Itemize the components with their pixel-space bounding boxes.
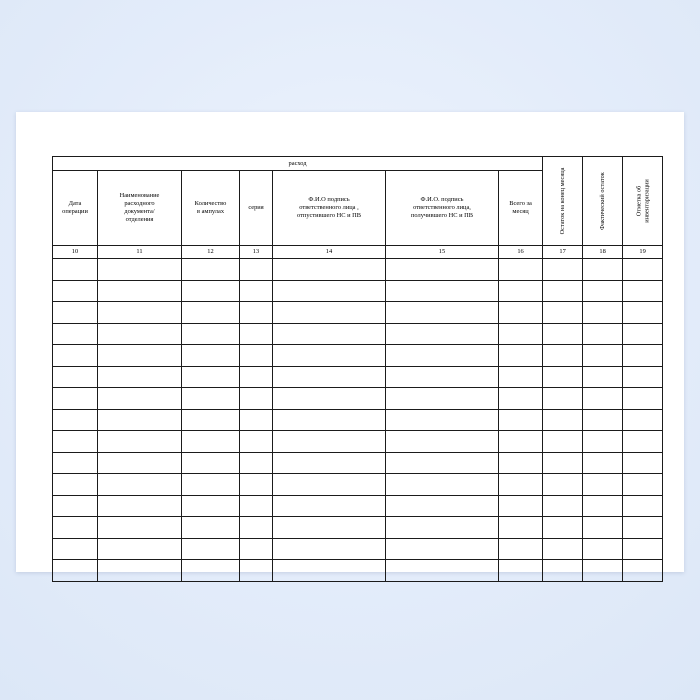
table-cell[interactable]: [240, 560, 273, 582]
header-inventory-note: [623, 157, 663, 246]
column-number-10: 10: [53, 246, 98, 259]
table-cell[interactable]: [386, 302, 499, 324]
table-cell[interactable]: [386, 560, 499, 582]
table-cell[interactable]: [53, 366, 98, 388]
header-dispenser-line3: отпустившего НС и ПВ: [297, 211, 361, 219]
table-cell[interactable]: [623, 323, 663, 345]
table-cell[interactable]: [273, 538, 386, 560]
table-cell[interactable]: [386, 409, 499, 431]
header-doc-name-line1: Наименование: [119, 192, 160, 200]
table-cell[interactable]: [499, 345, 543, 367]
table-cell[interactable]: [583, 280, 623, 302]
table-cell[interactable]: [499, 495, 543, 517]
table-cell[interactable]: [53, 323, 98, 345]
table-cell[interactable]: [240, 280, 273, 302]
table-cell[interactable]: [98, 259, 182, 281]
table-cell[interactable]: [240, 409, 273, 431]
table-cell[interactable]: [499, 323, 543, 345]
column-number-15: 15: [386, 246, 499, 259]
table-cell[interactable]: [623, 452, 663, 474]
table-cell[interactable]: [98, 538, 182, 560]
table-cell[interactable]: [499, 560, 543, 582]
table-cell[interactable]: [182, 259, 240, 281]
table-cell[interactable]: [53, 345, 98, 367]
table-cell[interactable]: [543, 259, 583, 281]
table-cell[interactable]: [583, 409, 623, 431]
header-actual-balance-line1: Фактический: [598, 194, 606, 230]
table-cell[interactable]: [543, 302, 583, 324]
table-cell[interactable]: [623, 280, 663, 302]
table-cell[interactable]: [240, 259, 273, 281]
table-cell[interactable]: [240, 323, 273, 345]
table-cell[interactable]: [98, 302, 182, 324]
table-cell[interactable]: [98, 495, 182, 517]
table-cell[interactable]: [623, 517, 663, 539]
table-row: [53, 538, 663, 560]
table-cell[interactable]: [53, 517, 98, 539]
table-cell[interactable]: [273, 431, 386, 453]
header-series: [240, 171, 273, 246]
journal-table-wrapper: [52, 156, 662, 582]
table-row: [53, 517, 663, 539]
table-cell[interactable]: [583, 345, 623, 367]
table-cell[interactable]: [182, 452, 240, 474]
column-number-11: 11: [98, 246, 182, 259]
table-cell[interactable]: [623, 388, 663, 410]
table-cell[interactable]: [499, 452, 543, 474]
table-cell[interactable]: [182, 538, 240, 560]
table-cell[interactable]: [53, 302, 98, 324]
document-paper: [16, 112, 684, 572]
journal-table: [52, 156, 663, 582]
table-cell[interactable]: [273, 409, 386, 431]
header-month-total: [499, 171, 543, 246]
table-row: [53, 388, 663, 410]
table-cell[interactable]: [53, 259, 98, 281]
table-cell[interactable]: [583, 302, 623, 324]
band-label-rashod: расход: [53, 157, 543, 171]
table-cell[interactable]: [240, 452, 273, 474]
table-cell[interactable]: [386, 323, 499, 345]
header-ampoule-count-line2: в ампулах: [196, 208, 225, 215]
table-cell[interactable]: [98, 345, 182, 367]
table-cell[interactable]: [583, 474, 623, 496]
header-doc-name-line2: расходного: [124, 200, 155, 208]
table-cell[interactable]: [543, 409, 583, 431]
table-cell[interactable]: [98, 366, 182, 388]
header-month-end-balance-line2: конец месяца: [558, 167, 566, 204]
table-cell[interactable]: [273, 280, 386, 302]
table-cell[interactable]: [623, 302, 663, 324]
table-cell[interactable]: [386, 388, 499, 410]
table-cell[interactable]: [182, 366, 240, 388]
table-cell[interactable]: [240, 345, 273, 367]
table-cell[interactable]: [543, 452, 583, 474]
table-cell[interactable]: [273, 323, 386, 345]
table-cell[interactable]: [543, 388, 583, 410]
table-row: [53, 495, 663, 517]
table-cell[interactable]: [53, 409, 98, 431]
table-cell[interactable]: [623, 409, 663, 431]
table-cell[interactable]: [583, 538, 623, 560]
table-cell[interactable]: [499, 259, 543, 281]
table-cell[interactable]: [240, 388, 273, 410]
table-cell[interactable]: [543, 366, 583, 388]
table-cell[interactable]: [273, 388, 386, 410]
header-doc-name-line4: отделения: [125, 215, 154, 223]
header-ampoule-count-line1: Количество: [194, 200, 227, 208]
table-cell[interactable]: [543, 431, 583, 453]
table-cell[interactable]: [182, 517, 240, 539]
table-row: [53, 345, 663, 367]
table-cell[interactable]: [182, 323, 240, 345]
table-cell[interactable]: [240, 538, 273, 560]
table-cell[interactable]: [273, 495, 386, 517]
table-cell[interactable]: [240, 474, 273, 496]
table-cell[interactable]: [623, 538, 663, 560]
table-cell[interactable]: [499, 431, 543, 453]
header-actual-balance: [583, 157, 623, 246]
table-cell[interactable]: [240, 366, 273, 388]
column-number-14: 14: [273, 246, 386, 259]
table-cell[interactable]: [386, 259, 499, 281]
table-cell[interactable]: [543, 538, 583, 560]
table-cell[interactable]: [386, 474, 499, 496]
header-series-line1: серия: [248, 204, 264, 212]
table-row: [53, 302, 663, 324]
header-receiver-line1: Ф.И.О. подпись: [420, 196, 464, 204]
column-number-17: 17: [543, 246, 583, 259]
table-row: [53, 474, 663, 496]
table-cell[interactable]: [273, 517, 386, 539]
table-cell[interactable]: [182, 409, 240, 431]
table-cell[interactable]: [543, 560, 583, 582]
table-cell[interactable]: [499, 280, 543, 302]
table-cell[interactable]: [583, 431, 623, 453]
header-date-line2: операции: [62, 208, 88, 215]
table-row: [53, 259, 663, 281]
table-cell[interactable]: [583, 452, 623, 474]
header-inventory-note-line2: инвентаризации: [642, 179, 650, 223]
table-cell[interactable]: [273, 452, 386, 474]
table-cell[interactable]: [182, 495, 240, 517]
table-row: [53, 323, 663, 345]
table-cell[interactable]: [182, 431, 240, 453]
header-receiver-line2: ответственного лица,: [413, 204, 471, 212]
table-cell[interactable]: [499, 388, 543, 410]
header-month-total-line2: месяц: [512, 208, 529, 215]
table-cell[interactable]: [182, 345, 240, 367]
table-cell[interactable]: [386, 280, 499, 302]
column-number-18: 18: [583, 246, 623, 259]
header-dispenser-line2: ответственного лица ,: [299, 204, 359, 212]
header-doc-name: [98, 171, 182, 246]
table-cell[interactable]: [386, 366, 499, 388]
table-cell[interactable]: [623, 259, 663, 281]
table-cell[interactable]: [273, 259, 386, 281]
column-number-19: 19: [623, 246, 663, 259]
table-cell[interactable]: [273, 345, 386, 367]
table-cell[interactable]: [273, 302, 386, 324]
table-cell[interactable]: [499, 538, 543, 560]
table-cell[interactable]: [499, 302, 543, 324]
header-month-end-balance: [543, 157, 583, 246]
table-row: [53, 409, 663, 431]
table-row: [53, 366, 663, 388]
header-dispenser: [273, 171, 386, 246]
table-cell[interactable]: [623, 431, 663, 453]
table-cell[interactable]: [182, 388, 240, 410]
table-column-numbers-row: [53, 246, 663, 259]
table-cell[interactable]: [386, 452, 499, 474]
table-cell[interactable]: [583, 259, 623, 281]
table-cell[interactable]: [240, 495, 273, 517]
table-cell[interactable]: [98, 280, 182, 302]
header-date: [53, 171, 98, 246]
table-cell[interactable]: [53, 538, 98, 560]
table-cell[interactable]: [53, 431, 98, 453]
table-cell[interactable]: [182, 560, 240, 582]
table-cell[interactable]: [623, 366, 663, 388]
table-cell[interactable]: [543, 345, 583, 367]
table-cell[interactable]: [182, 280, 240, 302]
table-cell[interactable]: [98, 388, 182, 410]
table-cell[interactable]: [386, 431, 499, 453]
header-receiver-line3: получившего НС и ПВ: [411, 211, 473, 219]
table-cell[interactable]: [386, 538, 499, 560]
table-cell[interactable]: [273, 366, 386, 388]
table-cell[interactable]: [53, 560, 98, 582]
table-row: [53, 452, 663, 474]
table-cell[interactable]: [182, 302, 240, 324]
table-cell[interactable]: [623, 345, 663, 367]
table-cell[interactable]: [240, 431, 273, 453]
table-cell[interactable]: [53, 495, 98, 517]
table-cell[interactable]: [623, 560, 663, 582]
table-cell[interactable]: [543, 517, 583, 539]
table-cell[interactable]: [273, 560, 386, 582]
header-date-line1: Дата: [68, 200, 82, 208]
table-band-row: [53, 157, 663, 171]
table-cell[interactable]: [53, 452, 98, 474]
table-cell[interactable]: [98, 560, 182, 582]
header-receiver: [386, 171, 499, 246]
header-dispenser-line1: Ф.И.О подпись: [308, 196, 350, 204]
table-cell[interactable]: [98, 431, 182, 453]
table-cell[interactable]: [583, 388, 623, 410]
header-month-end-balance-line1: Остаток на: [558, 204, 566, 235]
table-cell[interactable]: [98, 517, 182, 539]
table-cell[interactable]: [583, 560, 623, 582]
table-cell[interactable]: [386, 517, 499, 539]
table-row: [53, 280, 663, 302]
table-cell[interactable]: [386, 495, 499, 517]
table-cell[interactable]: [98, 452, 182, 474]
table-cell[interactable]: [543, 495, 583, 517]
table-cell[interactable]: [499, 409, 543, 431]
table-row: [53, 560, 663, 582]
table-cell[interactable]: [583, 366, 623, 388]
table-cell[interactable]: [543, 474, 583, 496]
table-cell[interactable]: [543, 323, 583, 345]
table-cell[interactable]: [182, 474, 240, 496]
header-inventory-note-line1: Отметка об: [635, 185, 643, 217]
table-cell[interactable]: [53, 280, 98, 302]
table-cell[interactable]: [499, 366, 543, 388]
column-number-16: 16: [499, 246, 543, 259]
table-cell[interactable]: [583, 323, 623, 345]
table-cell[interactable]: [53, 474, 98, 496]
table-cell[interactable]: [623, 474, 663, 496]
table-cell[interactable]: [273, 474, 386, 496]
column-number-13: 13: [240, 246, 273, 259]
table-cell[interactable]: [543, 280, 583, 302]
header-doc-name-line3: документа/: [124, 208, 155, 215]
column-number-12: 12: [182, 246, 240, 259]
table-cell[interactable]: [499, 474, 543, 496]
header-actual-balance-line2: остаток: [598, 172, 606, 193]
header-ampoule-count: [182, 171, 240, 246]
table-cell[interactable]: [240, 517, 273, 539]
table-cell[interactable]: [98, 409, 182, 431]
header-month-total-line1: Всего за: [509, 200, 532, 208]
table-cell[interactable]: [53, 388, 98, 410]
table-cell[interactable]: [98, 474, 182, 496]
table-cell[interactable]: [98, 323, 182, 345]
table-cell[interactable]: [623, 495, 663, 517]
table-cell[interactable]: [386, 345, 499, 367]
table-cell[interactable]: [583, 495, 623, 517]
table-cell[interactable]: [240, 302, 273, 324]
table-cell[interactable]: [499, 517, 543, 539]
table-cell[interactable]: [583, 517, 623, 539]
table-body: [53, 259, 663, 582]
table-row: [53, 431, 663, 453]
